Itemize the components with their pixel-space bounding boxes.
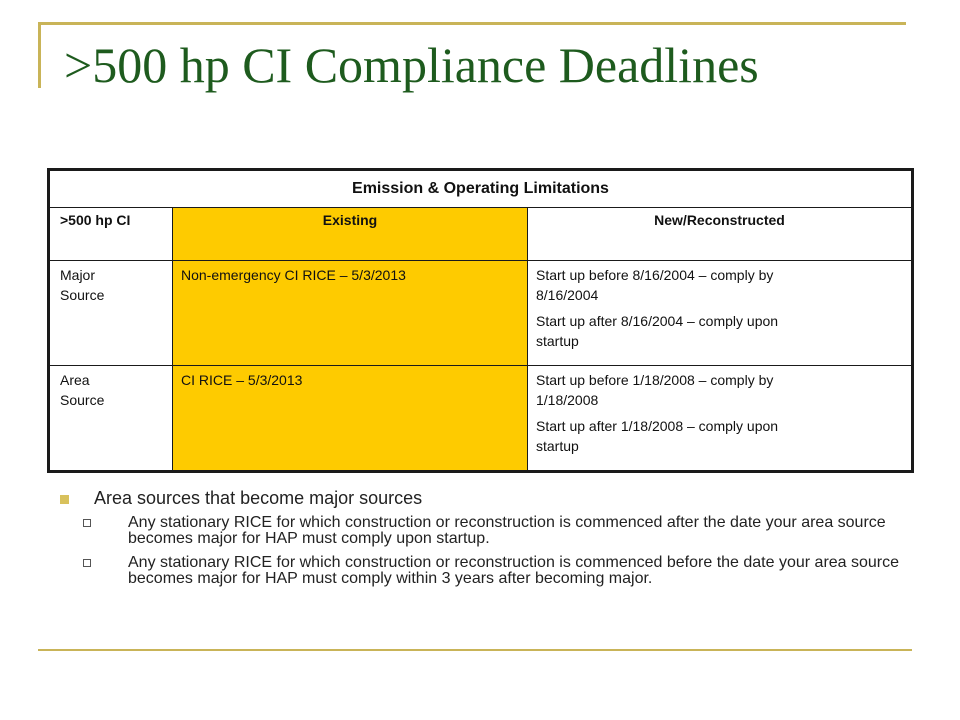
column-header-new: New/Reconstructed [528, 208, 913, 261]
new-cell [528, 261, 913, 366]
bullet-item [58, 488, 908, 509]
new-deadline-text: 8/16/2004 [536, 287, 599, 303]
source-cell [49, 366, 173, 472]
new-deadline-text: startup [536, 333, 579, 349]
left-accent-line [38, 22, 41, 88]
sub-bullet-text: Any stationary RICE for which construction or reconstruction is commenced after the date your area source becomes major for HAP must comply upon startup. [128, 514, 886, 547]
existing-cell [173, 261, 528, 366]
existing-deadline: CI RICE – 5/3/2013 [181, 372, 303, 388]
source-label: Area [60, 372, 90, 388]
source-label: Source [60, 287, 105, 303]
source-label: Source [60, 392, 105, 408]
table-row [49, 261, 913, 366]
hollow-square-bullet-icon [83, 559, 91, 567]
new-deadline-text: startup [536, 438, 579, 454]
table-header: Emission & Operating Limitations [49, 170, 913, 208]
existing-deadline: Non-emergency CI RICE – 5/3/2013 [181, 267, 406, 283]
square-bullet-icon [60, 495, 69, 504]
new-deadline-text: Start up after 1/18/2008 – comply upon [536, 418, 779, 434]
column-header-row [49, 208, 913, 261]
table-header-row [49, 170, 913, 208]
bullet-list [58, 488, 908, 595]
column-header-existing: Existing [173, 208, 528, 261]
bottom-accent-line [38, 649, 912, 651]
source-cell [49, 261, 173, 366]
existing-cell [173, 366, 528, 472]
source-label: Major [60, 267, 96, 283]
top-accent-line [38, 22, 906, 25]
new-deadline-text: Start up after 8/16/2004 – comply upon [536, 313, 779, 329]
new-deadline-text: Start up before 8/16/2004 – comply by [536, 267, 774, 283]
column-header-engine: >500 hp CI [49, 208, 173, 261]
new-cell [528, 366, 913, 472]
sub-bullet-item [58, 515, 908, 547]
table-row [49, 366, 913, 472]
bullet-text: Area sources that become major sources [94, 488, 423, 508]
slide-title: >500 hp CI Compliance Deadlines [64, 37, 759, 93]
sub-bullet-text: Any stationary RICE for which construction or reconstruction is commenced before the date your area source becomes major for HAP must comply within 3 years after becoming major. [128, 554, 900, 587]
new-deadline-text: Start up before 1/18/2008 – comply by [536, 372, 774, 388]
limitations-table [47, 168, 914, 473]
sub-bullet-item [58, 555, 908, 587]
new-deadline-text: 1/18/2008 [536, 392, 599, 408]
hollow-square-bullet-icon [83, 519, 91, 527]
